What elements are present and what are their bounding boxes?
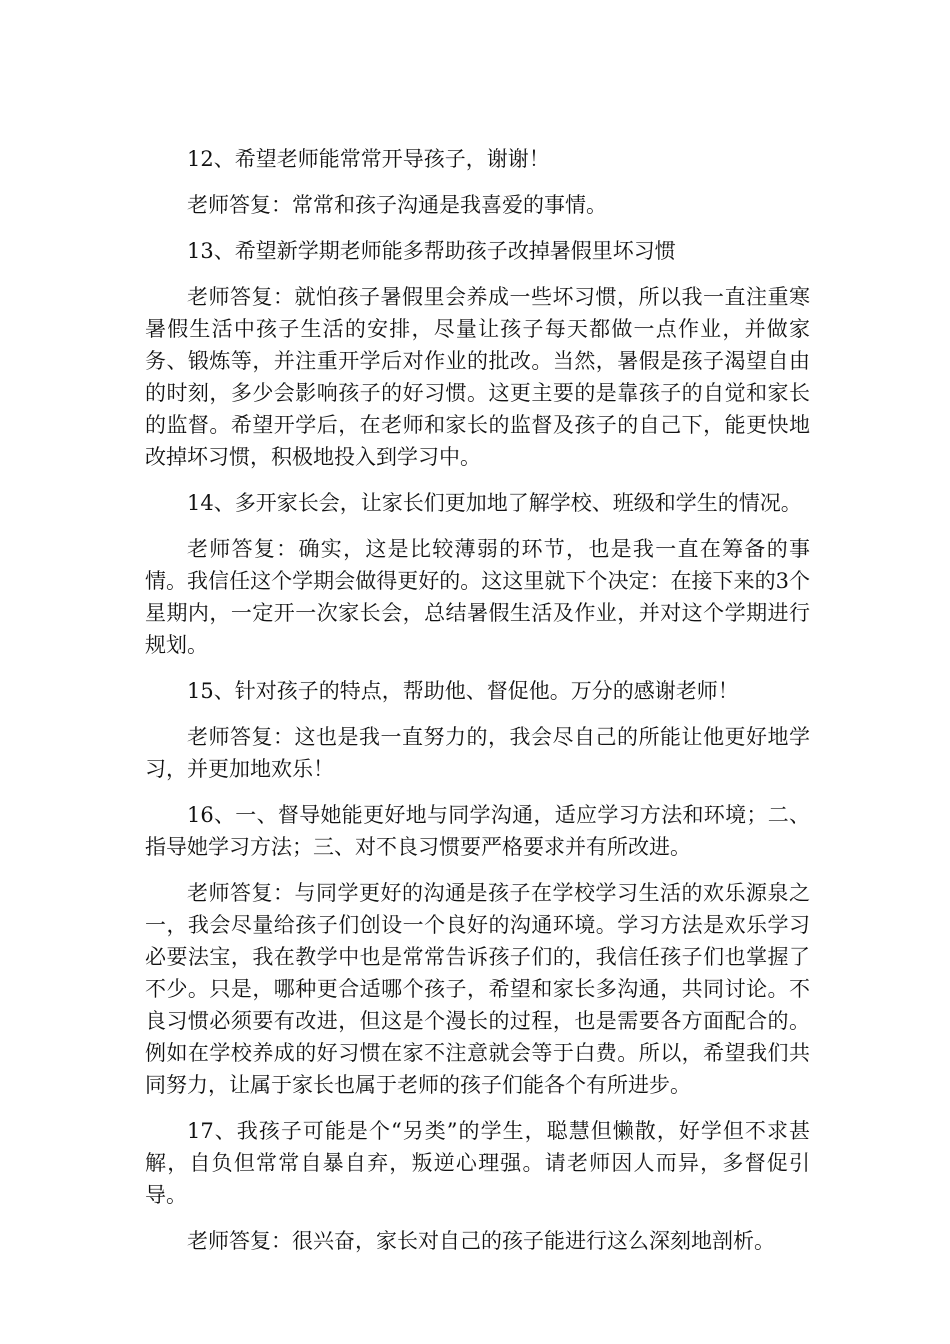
- teacher-reply-14: 老师答复：确实，这是比较薄弱的环节，也是我一直在筹备的事情。我信任这个学期会做得更好的。这这里就下个决定：在接下来的3个星期内，一定开一次家长会，总结暑假生活及作业，并对这个学期进行规划。: [145, 537, 810, 657]
- teacher-reply-12: 老师答复：常常和孩子沟通是我喜爱的事情。: [187, 193, 607, 217]
- parent-request-15: 15、针对孩子的特点，帮助他、督促他。万分的感谢老师！: [187, 679, 739, 703]
- document-body: [145, 143, 810, 1271]
- teacher-reply-16: 老师答复：与同学更好的沟通是孩子在学校学习生活的欢乐源泉之一，我会尽量给孩子们创设一个良好的沟通环境。学习方法是欢乐学习必要法宝，我在教学中也是常常告诉孩子们的，我信任孩子们也掌握了不少。只是，哪种更合适哪个孩子，希望和家长多沟通，共同讨论。不良习惯必须要有改进，但这是个漫长的过程，也是需要各方面配合的。例如在学校养成的好习惯在家不注意就会等于白费。所以，希望我们共同努力，让属于家长也属于老师的孩子们能各个有所进步。: [145, 881, 810, 1097]
- parent-request-16: 16、一、督导她能更好地与同学沟通，适应学习方法和环境；二、指导她学习方法；三、对不良习惯要严格要求并有所改进。: [145, 803, 810, 859]
- parent-request-13: 13、希望新学期老师能多帮助孩子改掉暑假里坏习惯: [187, 239, 676, 263]
- teacher-reply-13: 老师答复：就怕孩子暑假里会养成一些坏习惯，所以我一直注重寒暑假生活中孩子生活的安排，尽量让孩子每天都做一点作业，并做家务、锻炼等，并注重开学后对作业的批改。当然，暑假是孩子渴望自由的时刻，多少会影响孩子的好习惯。这更主要的是靠孩子的自觉和家长的监督。希望开学后，在老师和家长的监督及孩子的自己下，能更快地改掉坏习惯，积极地投入到学习中。: [145, 285, 810, 469]
- parent-request-12: 12、希望老师能常常开导孩子，谢谢！: [187, 147, 550, 171]
- teacher-reply-15: 老师答复：这也是我一直努力的，我会尽自己的所能让他更好地学习，并更加地欢乐！: [145, 725, 810, 781]
- parent-request-17: 17、我孩子可能是个“另类”的学生，聪慧但懒散，好学但不求甚解，自负但常常自暴自弃，叛逆心理强。请老师因人而异，多督促引导。: [145, 1119, 810, 1207]
- teacher-reply-17: 老师答复：很兴奋，家长对自己的孩子能进行这么深刻地剖析。: [187, 1229, 775, 1253]
- parent-request-14: 14、多开家长会，让家长们更加地了解学校、班级和学生的情况。: [187, 491, 802, 515]
